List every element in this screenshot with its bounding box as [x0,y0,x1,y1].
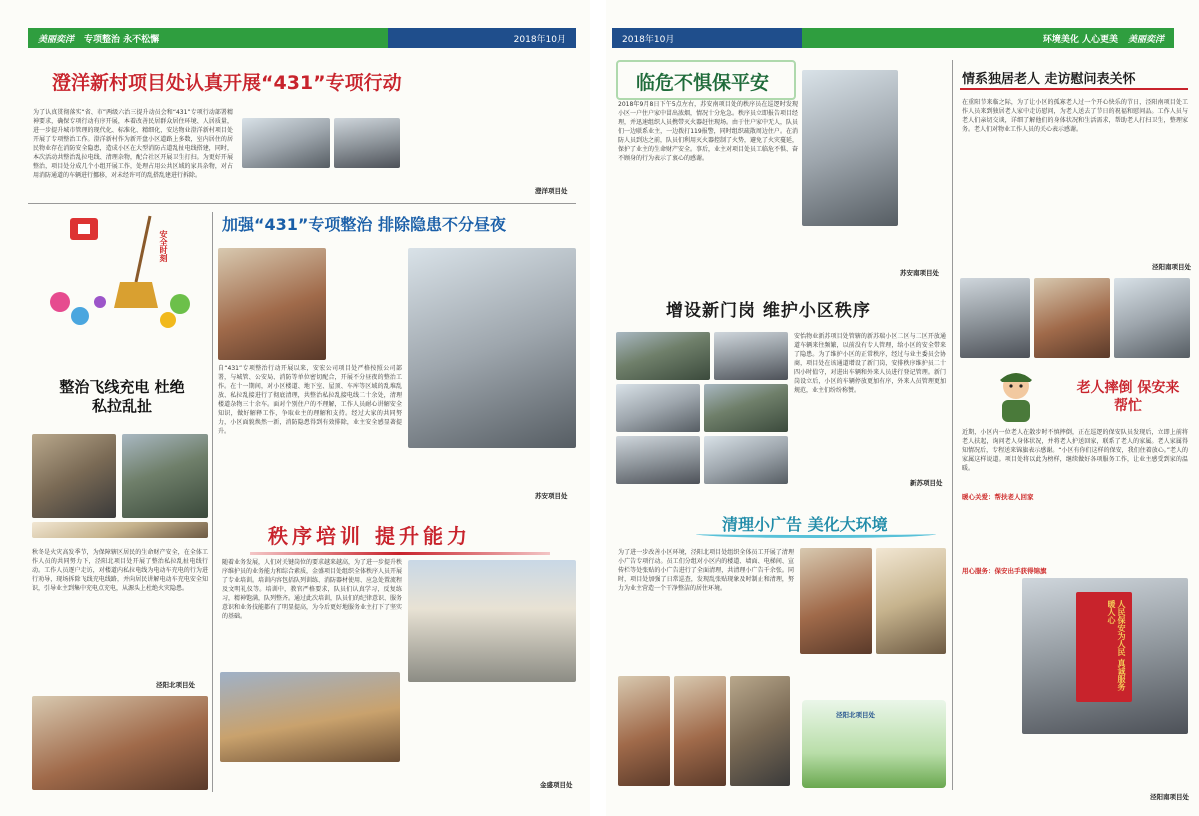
b1-title: 临危不惧保平安 [636,72,770,94]
right-col-divider [952,60,953,790]
b2-photo-3 [616,384,700,432]
a4-photo-squad [408,560,576,682]
b3-photo-door [800,548,872,654]
b4-photo-2 [1034,278,1110,358]
right-header-motto: 美丽奕洋 [1127,34,1164,45]
a3-photo-3 [32,522,208,538]
a1-byline: 澄洋项目处 [535,187,568,195]
b3-green-scene [802,700,946,788]
b2-title: 增设新门岗 维护小区秩序 [666,301,871,321]
a3-photo-1 [32,434,116,518]
b5-subhead-2: 用心服务：保安出手获得锦旗 [962,567,1047,575]
left-col-divider [212,212,213,792]
b2-photo-4 [704,384,788,432]
b3-photo-2 [674,676,726,786]
left-header-green [28,28,388,48]
right-header-date: 2018年10月 [622,34,675,45]
b5-text-4 [962,738,1188,786]
b2-text: 安怡物业新苏项目处管辖的新苏瑞小区二区与二区开放通道车辆来往频繁，以前没有专人管理，给小区的安全带来了隐患。为了维护小区的正常秩序，经过与业主委员会协商，项目处在该通道增设了新门岗，安排秩序维护员二十四小时值守，对进出车辆和外来人员进行登记管理。新门岗设立后，小区的车辆停放更加有序，外来人员管理更加规范，业主们纷纷称赞。 [794,333,946,394]
left-header-motto: 美丽奕洋 [38,34,75,45]
a4-title-underline [250,552,550,555]
a3-byline: 泾阳北项目处 [156,681,195,689]
b4-text: 在重阳节来临之际，为了让小区的孤寡老人过一个开心快乐的节日，泾阳南项目处工作人员来到独居老人家中走访慰问，为老人送去了节日的祝福和慰问品。工作人员与老人们亲切交谈，详细了解他们的身体状况和生活需求，帮助老人打扫卫生，整理家务。老人们对物业工作人员的关心表示感谢。 [962,99,1188,133]
a1-text-cont [404,78,574,188]
b4-title-underline [960,88,1188,90]
b2-photo-1 [616,332,710,380]
right-header-blue [612,28,802,48]
a4-photo-building [220,672,400,762]
a2-photo-scooter [408,248,576,448]
b5-photo-banner [1022,578,1188,734]
b3-byline: 泾阳北项目处 [836,711,875,719]
a1-divider [28,203,576,204]
b5-subhead-1: 暖心关爱：帮扶老人回家 [962,493,1034,501]
b1-text: 2018年9月8日下午5点左右，苏安南项目处的秩序员在巡逻时发现小区一户住户家中冒出浓烟，情况十分危急。秩序员立即报告项目经理，并迅速组织人员携带灭火器赶往现场。由于住户家中无人，队员们一边联系业主，一边拨打119报警，同时组织疏散周边住户。在消防人员到达之前，队员们利用灭火器控制了火势，避免了火灾蔓延，保护了业主的生命财产安全。事后，业主对项目处员工临危不惧、奋不顾身的行为表示了衷心的感谢。 [618,101,798,162]
guard-illustration [986,364,1046,424]
safety-illustration [40,212,200,332]
left-header-blue [388,28,576,48]
a3-title: 整治飞线充电 杜绝私拉乱扯 [59,378,185,415]
b1-title-bg [616,60,796,100]
a3-photo-4 [32,696,208,790]
b4-photo-1 [960,278,1030,358]
a2-byline: 苏安项目处 [535,492,568,500]
a3-text: 秋冬是火灾高发季节，为保障辖区居民的生命财产安全，在全体工作人员的共同努力下，泾阳北项目处开展了整治私拉乱扯电线行动。工作人员逐户走访，对楼道内私拉电线为电动车充电的行为进行劝导，现场拆除飞线充电线路，并向居民讲解电动车充电安全知识，引导业主到集中充电点充电，从源头上杜绝火灾隐患。 [32,549,208,592]
b3-photo-1 [618,676,670,786]
a1-title: 澄洋新村项目处认真开展“431”专项行动 [52,72,402,94]
a4-title: 秩序培训 提升能力 [268,524,471,548]
b2-byline: 新苏项目处 [910,479,943,487]
a1-text: 为了认真贯彻落实“省、市”两级六治三提升动员会和“431”专项行动部署精神要求，确保专项行动有序开展，本着改善民居群众居住环境、人居质量，进一步提升城市管理的现代化、标准化、精细化，安达物业澄洋新村项目处开展了专项整治工作。澄洋新村作为新开盘小区道路上多数，室内居住的居民物业存在消防安全隐患，造成小区在大型消防占道乱扯电线搭建，同时，本次活动共整治乱拉电线、清理杂物，配合社区开展卫生打扫。为更好开展整治，项目处分成几个小组开展工作，处理占用公共区域的家具杂物，对占用消防通道的车辆进行挪移，对未经许可的乱搭乱建进行拆除。 [33,109,233,179]
right-header-band [612,28,1174,48]
b5-title: 老人摔倒 保安来帮忙 [1076,380,1180,414]
safety-label: 安全时刻 [159,230,168,262]
b5-banner [1076,592,1132,702]
b3-text: 为了进一步改善小区环境，泾阳北项目处组织全体员工开展了清理小广告专项行动。员工们分组对小区内的楼道、墙面、电梯间、宣传栏等处张贴的小广告进行了全面清理，共清理小广告千余张。同时，项目处加强了日常巡查，发现乱张贴现象及时制止和清理，努力为业主营造一个干净整洁的居住环境。 [618,549,794,592]
a2-text-right [408,452,576,488]
b4-byline: 泾阳南项目处 [1152,263,1191,271]
b4-photo-3 [1114,278,1190,358]
a2-text-col [330,250,402,360]
b1-text-bottom [802,230,944,266]
a1-photo-1 [242,118,330,168]
b3-photo-3 [730,676,790,786]
right-header-slogan: 环境美化 人心更美 [1042,34,1118,45]
b5-text-2 [962,502,1188,562]
b2-photo-5 [616,436,700,484]
b1-text-col [902,70,944,224]
a1-photo-2 [334,118,400,168]
b1-byline: 苏安南项目处 [900,269,939,277]
a2-photo-portrait [218,248,326,360]
left-header-date: 2018年10月 [513,34,566,45]
b5-banner-text: 人民保安为人民 真诚服务暖人心 [1107,600,1126,691]
b1-photo-stairs [802,70,898,226]
broom-icon [40,212,200,332]
right-header-green [802,28,1174,48]
left-page [0,0,590,816]
a2-title: 加强“431”专项整治 排除隐患不分昼夜 [222,215,507,234]
b5-text: 近期，小区内一位老人在散步时不慎摔倒，正在巡逻的保安队员发现后，立即上前将老人扶起，询问老人身体状况，并将老人护送回家，联系了老人的家属。老人家属得知情况后，专程送来锦旗表示感谢。“小区有你们这样的保安，我们住着放心。”老人的家属这样说道。项目处将以此为榜样，继续做好各项服务工作，让业主感受到家的温暖。 [962,429,1188,472]
b3-photo-board [876,548,946,654]
b2-photo-2 [714,332,788,380]
a4-text-right [408,688,576,780]
a3-photo-2 [122,434,208,518]
b3-text-right [800,660,946,696]
left-header-slogan: 专项整治 永不松懈 [84,34,160,45]
b2-photo-6 [704,436,788,484]
security-guard-icon [986,364,1046,424]
b4-title: 情系独居老人 走访慰问表关怀 [962,72,1136,87]
right-page [606,0,1199,816]
left-header-band [28,28,576,48]
b5-byline: 泾阳南项目处 [1150,793,1189,801]
b5-text-3 [962,578,1018,728]
b3-title: 清理小广告 美化大环境 [722,515,888,534]
a4-text: 随着业务发展，人们对关键岗位的要求越来越高，为了进一步提升秩序维护员的业务能力和综合素质，金盛项目处组织全体秩序人员开展了专业培训。培训内容包括队列训练、消防器材使用、应急处置流程及文明礼仪等。培训中，教官严格要求，队员们认真学习，反复练习，精神饱满，队列整齐。通过此次培训，队员们的纪律意识、服务意识和业务技能都有了明显提高，为今后更好地服务业主打下了坚实的基础。 [222,559,402,620]
a2-text: 自“431”专项整治行动开展以来，安宏公司项目处严格按照公司部署，与城管、公安局、消防等单位密切配合，开展不分昼夜的整治工作。在十一期间，对小区楼道、地下室、屋顶、车库等区域的乱堆乱放、私拉乱接进行了彻底清理，共整治私拉乱接电线二十余处，清理楼道杂物三十余车。面对个别住户的不理解，工作人员耐心讲解安全知识，做好解释工作，争取业主的理解和支持。经过大家的共同努力，小区面貌焕然一新，消防隐患得到有效排除，业主安全感显著提升。 [218,365,402,435]
b3-title-swoosh [696,530,936,538]
a4-byline: 金盛项目处 [540,781,573,789]
